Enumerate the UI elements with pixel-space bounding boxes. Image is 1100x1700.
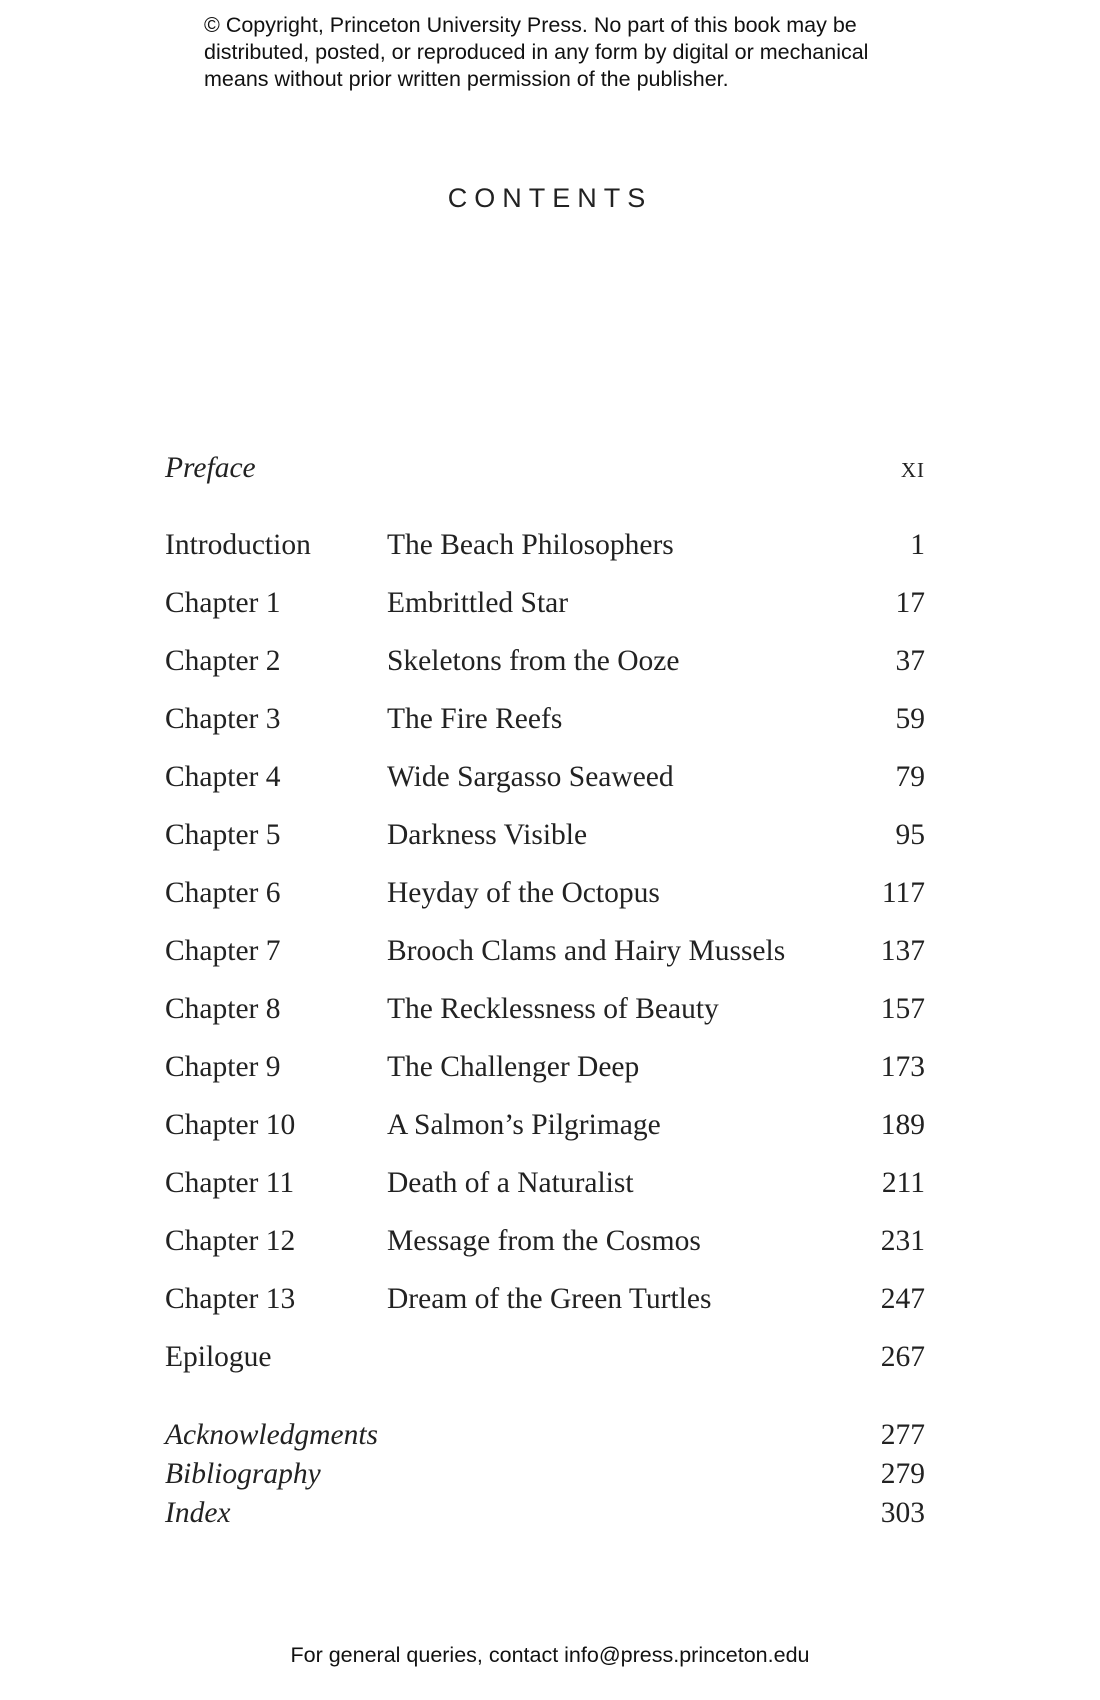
toc-label: Acknowledgments: [165, 1419, 378, 1451]
toc-page: 173: [880, 1051, 925, 1083]
toc-page: 279: [880, 1458, 925, 1490]
toc-title: The Recklessness of Beauty: [387, 993, 719, 1025]
toc-page: 277: [880, 1419, 925, 1451]
toc-entry-chapter-10[interactable]: [165, 1105, 925, 1145]
toc-page: 189: [880, 1109, 925, 1141]
toc-title: Skeletons from the Ooze: [387, 645, 680, 677]
toc-page: 1: [910, 529, 925, 561]
toc-page: 59: [895, 703, 925, 735]
toc-entry-chapter-9[interactable]: [165, 1047, 925, 1087]
toc-epilogue[interactable]: [165, 1337, 925, 1377]
toc-acknowledgments[interactable]: [165, 1415, 925, 1455]
toc-label: Introduction: [165, 529, 311, 561]
toc-entry-chapter-11[interactable]: [165, 1163, 925, 1203]
toc-page: 303: [880, 1497, 925, 1529]
toc-label: Chapter 6: [165, 877, 281, 909]
toc-label: Bibliography: [165, 1458, 321, 1490]
toc-page: 157: [880, 993, 925, 1025]
toc-bibliography[interactable]: [165, 1454, 925, 1494]
toc-entry-chapter-8[interactable]: [165, 989, 925, 1029]
toc-entry-chapter-12[interactable]: [165, 1221, 925, 1261]
toc-title: Brooch Clams and Hairy Mussels: [387, 935, 786, 967]
toc-page: 267: [880, 1341, 925, 1373]
toc-label: Index: [165, 1497, 231, 1529]
toc-label: Chapter 9: [165, 1051, 281, 1083]
toc-entry-chapter-7[interactable]: [165, 931, 925, 971]
toc-page: 211: [881, 1167, 925, 1199]
toc-page: 137: [880, 935, 925, 967]
toc-label: Chapter 8: [165, 993, 281, 1025]
copyright-notice: © Copyright, Princeton University Press. No part of this book may be distributed, posted, or reproduced in any form by digital or mechanical means without prior written permission of the publisher.: [204, 13, 869, 91]
toc-label: Chapter 4: [165, 761, 281, 793]
toc-page: xi: [900, 452, 925, 484]
toc-page: 117: [881, 877, 925, 909]
toc-page: 247: [880, 1283, 925, 1315]
toc-title: The Challenger Deep: [387, 1051, 640, 1083]
toc-label: Chapter 7: [165, 935, 281, 967]
toc-label: Chapter 10: [165, 1109, 296, 1141]
toc-title: A Salmon’s Pilgrimage: [387, 1109, 661, 1141]
toc-title: Wide Sargasso Seaweed: [387, 761, 674, 793]
toc-index[interactable]: [165, 1493, 925, 1533]
toc-entry-chapter-4[interactable]: [165, 757, 925, 797]
toc-title: Message from the Cosmos: [387, 1225, 701, 1257]
toc-entry-chapter-3[interactable]: [165, 699, 925, 739]
toc-preface[interactable]: [165, 448, 925, 488]
toc-title: The Fire Reefs: [387, 703, 563, 735]
page-title: CONTENTS: [447, 183, 653, 213]
toc-entry-chapter-6[interactable]: [165, 873, 925, 913]
toc-label: Chapter 12: [165, 1225, 296, 1257]
toc-title: Embrittled Star: [387, 587, 569, 619]
toc-label: Chapter 5: [165, 819, 281, 851]
toc-page: 37: [895, 645, 925, 677]
toc-entry-chapter-2[interactable]: [165, 641, 925, 681]
toc-page: 17: [895, 587, 925, 619]
toc-label: Chapter 13: [165, 1283, 296, 1315]
toc-label: Chapter 1: [165, 587, 281, 619]
toc-label: Chapter 3: [165, 703, 281, 735]
toc-title: Heyday of the Octopus: [387, 877, 660, 909]
toc-page: 79: [895, 761, 925, 793]
toc-entry-chapter-5[interactable]: [165, 815, 925, 855]
toc-label: Chapter 11: [165, 1167, 295, 1199]
toc-title: Darkness Visible: [387, 819, 588, 851]
toc-page: 231: [880, 1225, 925, 1257]
toc-title: Death of a Naturalist: [387, 1167, 634, 1199]
toc-entry-introduction[interactable]: [165, 525, 925, 565]
toc-title: Dream of the Green Turtles: [387, 1283, 712, 1315]
toc-entry-chapter-13[interactable]: [165, 1279, 925, 1319]
toc-entry-chapter-1[interactable]: [165, 583, 925, 623]
toc-page: 95: [895, 819, 925, 851]
toc-title: The Beach Philosophers: [387, 529, 674, 561]
toc-label: Preface: [165, 452, 256, 484]
footer-contact: For general queries, contact info@press.princeton.edu: [290, 1643, 810, 1667]
toc-label: Chapter 2: [165, 645, 281, 677]
toc-label: Epilogue: [165, 1341, 272, 1373]
